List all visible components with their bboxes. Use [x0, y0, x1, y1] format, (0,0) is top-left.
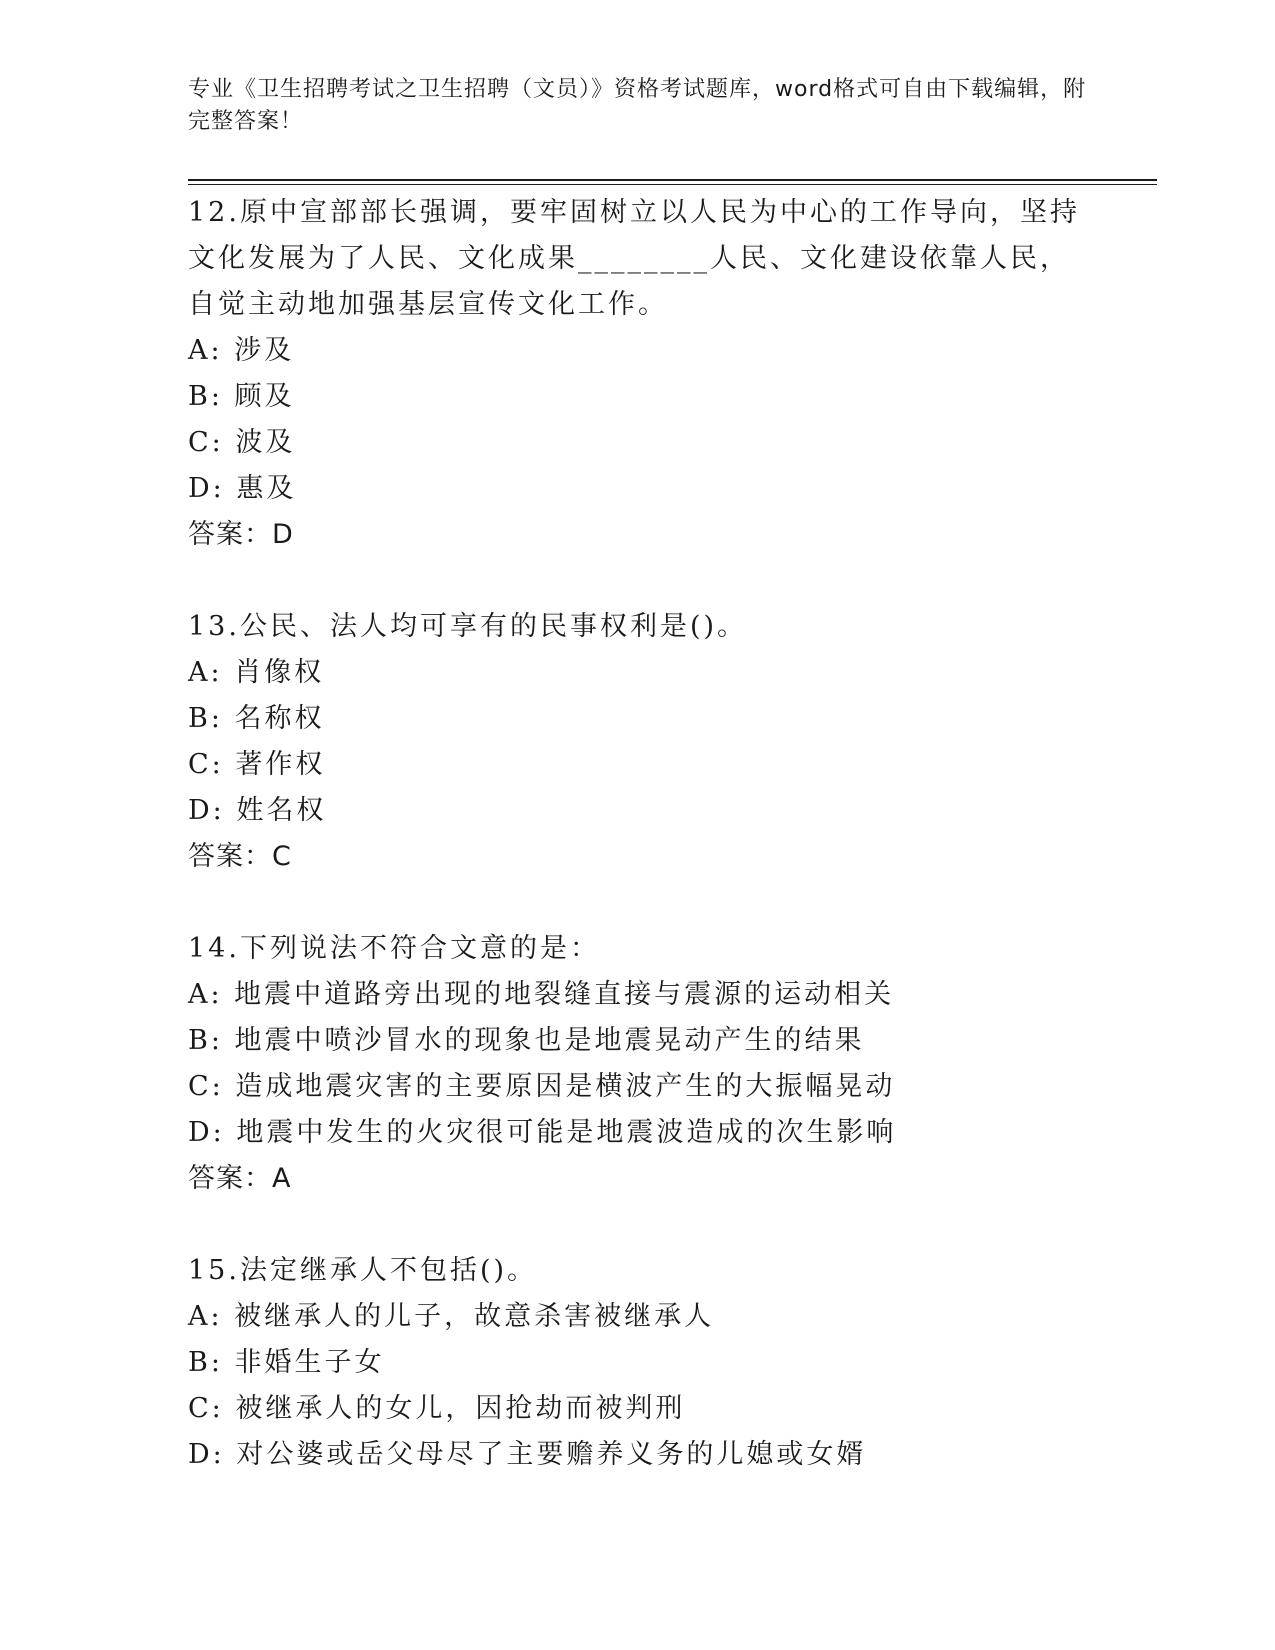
option-b: B: 顾及 — [188, 381, 295, 412]
option-a: A: 地震中道路旁出现的地裂缝直接与震源的运动相关 — [188, 979, 895, 1010]
answer-line: 答案：D — [188, 519, 294, 550]
option-b: B: 名称权 — [188, 703, 325, 734]
option-d: D: 对公婆或岳父母尽了主要赡养义务的儿媳或女婿 — [188, 1439, 867, 1470]
option-c: C: 造成地震灾害的主要原因是横波产生的大振幅晃动 — [188, 1071, 896, 1102]
question-stem: 12.原中宣部部长强调，要牢固树立以人民为中心的工作导向，坚持文化发展为了人民、文化成果________人民、文化建设依靠人民，自觉主动地加强基层宣传文化工作。 — [188, 197, 1080, 320]
question-14 — [188, 926, 1088, 1202]
option-d: D: 地震中发生的火灾很可能是地震波造成的次生影响 — [188, 1117, 897, 1148]
header-divider-thick — [188, 179, 1157, 181]
option-a: A: 被继承人的儿子，故意杀害被继承人 — [188, 1301, 715, 1332]
answer-line: 答案：A — [188, 1163, 292, 1194]
question-list — [188, 190, 1088, 1524]
question-stem: 14.下列说法不符合文意的是： — [188, 933, 600, 964]
document-header: 专业《卫生招聘考试之卫生招聘（文员）》资格考试题库，word格式可自由下载编辑，附完整答案！ — [188, 77, 1087, 134]
option-list — [188, 650, 1088, 834]
option-b: B: 地震中喷沙冒水的现象也是地震晃动产生的结果 — [188, 1025, 865, 1056]
question-13 — [188, 604, 1088, 880]
question-15 — [188, 1248, 1088, 1478]
option-a: A: 肖像权 — [188, 657, 325, 688]
answer-line: 答案：C — [188, 841, 292, 872]
option-d: D: 惠及 — [188, 473, 297, 504]
option-c: C: 波及 — [188, 427, 296, 458]
option-b: B: 非婚生子女 — [188, 1347, 385, 1378]
question-12 — [188, 190, 1088, 558]
option-list — [188, 1294, 1088, 1478]
option-a: A: 涉及 — [188, 335, 295, 366]
option-list — [188, 972, 1088, 1156]
option-c: C: 被继承人的女儿，因抢劫而被判刑 — [188, 1393, 686, 1424]
question-stem: 15.法定继承人不包括()。 — [188, 1255, 538, 1286]
question-stem: 13.公民、法人均可享有的民事权利是()。 — [188, 611, 748, 642]
option-list — [188, 328, 1088, 512]
header-divider-thin — [188, 184, 1157, 185]
option-c: C: 著作权 — [188, 749, 326, 780]
option-d: D: 姓名权 — [188, 795, 327, 826]
